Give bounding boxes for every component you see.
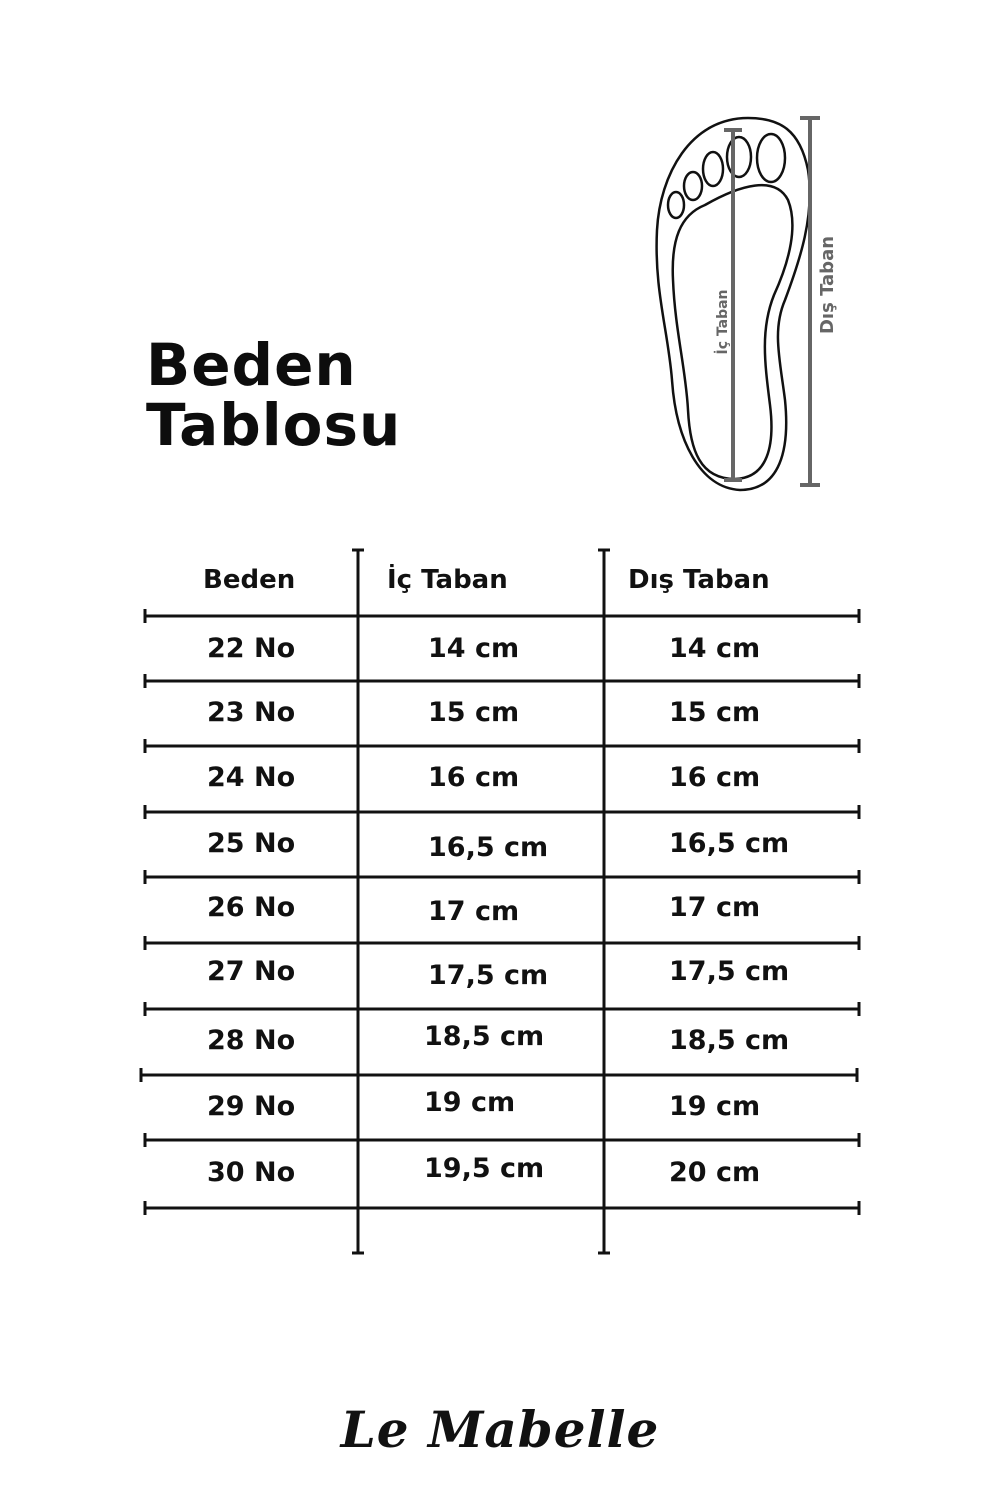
inner-sole-label: İç Taban [715,289,731,355]
table-cell: 16,5 cm [669,828,790,859]
table-cell: 26 No [207,892,296,923]
table-cell: 27 No [207,956,296,987]
table-cell: 19 cm [669,1091,761,1122]
table-cell: 23 No [207,697,296,728]
table-cell: 17 cm [428,896,520,927]
table-cell: 14 cm [669,633,761,664]
table-cell: 15 cm [669,697,761,728]
table-cell: 18,5 cm [669,1025,790,1056]
table-cell: 16,5 cm [428,832,549,863]
table-cell: 17,5 cm [428,960,549,991]
title-line-2: Tablosu [146,391,402,459]
table-cell: 20 cm [669,1157,761,1188]
table-header-cell: Beden [203,565,296,595]
table-cell: 16 cm [428,762,520,793]
table-cell: 29 No [207,1091,296,1122]
table-cell: 14 cm [428,633,520,664]
table-cell: 28 No [207,1025,296,1056]
table-header-cell: İç Taban [387,565,508,595]
table-cell: 22 No [207,633,296,664]
table-cell: 17 cm [669,892,761,923]
table-cell: 25 No [207,828,296,859]
outer-sole-label: Dış Taban [817,235,838,335]
table-cell: 17,5 cm [669,956,790,987]
table-cell: 15 cm [428,697,520,728]
brand-logo: Le Mabelle [340,1400,660,1459]
table-cell: 16 cm [669,762,761,793]
table-cell: 24 No [207,762,296,793]
title-line-1: Beden [146,331,357,399]
table-cell: 30 No [207,1157,296,1188]
table-cell: 19,5 cm [424,1153,545,1184]
table-header-cell: Dış Taban [628,565,770,595]
table-cell: 19 cm [424,1087,516,1118]
table-cell: 18,5 cm [424,1021,545,1052]
